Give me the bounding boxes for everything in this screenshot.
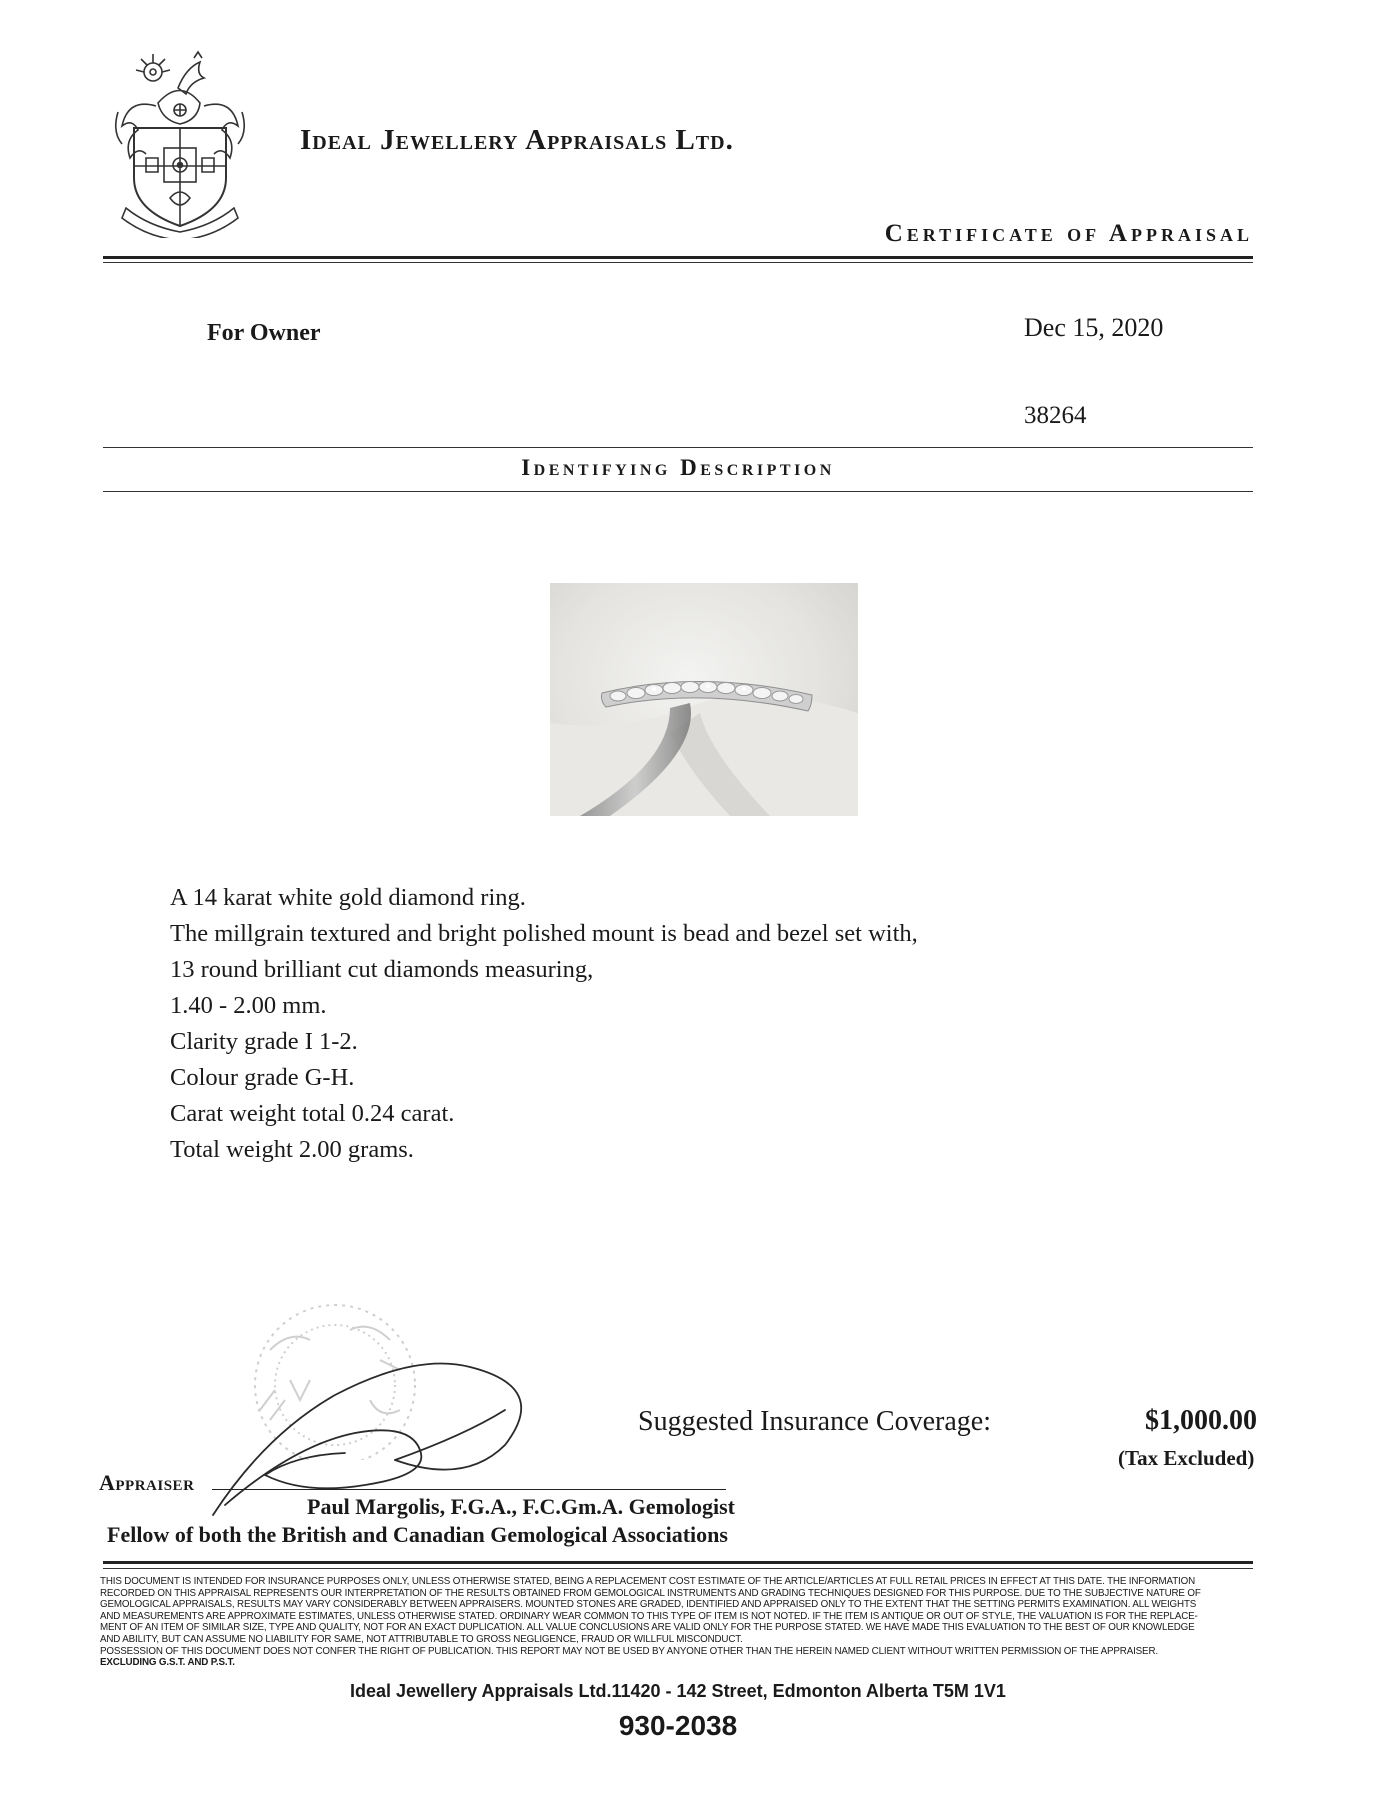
company-phone: 930-2038 bbox=[618, 1710, 738, 1741]
description-line: A 14 karat white gold diamond ring. bbox=[170, 884, 526, 911]
document-title: Certificate of Appraisal bbox=[884, 220, 1253, 247]
description-line: The millgrain textured and bright polished mount is bead and bezel set with, bbox=[170, 920, 918, 947]
disclaimer-line: POSSESSION OF THIS DOCUMENT DOES NOT CONFER THE RIGHT OF PUBLICATION. THIS REPORT MAY NOT BE USED BY ANYONE OTHER THAN THE HEREIN NAMED CLIENT WITHOUT WRITTEN PERMISSION OF THE APPRAISER. bbox=[100, 1645, 1158, 1657]
signature-line bbox=[212, 1489, 726, 1490]
disclaimer-line: GEMOLOGICAL APPRAISALS, RESULTS MAY VARY CONSIDERABLY BETWEEN APPRAISERS. MOUNTED STONES ARE GRADED, IDENTIFIED AND APPRAISED ONLY TO THE EXTENT THAT THE SETTING PERMITS EXAMINATION. ALL WEIGHTS bbox=[100, 1599, 1197, 1611]
description-line: Colour grade G-H. bbox=[170, 1064, 355, 1091]
description-line: Clarity grade I 1-2. bbox=[170, 1028, 358, 1055]
legal-disclaimer bbox=[100, 1576, 1250, 1669]
footer-divider bbox=[103, 1561, 1253, 1564]
footer-divider-thin bbox=[103, 1568, 1253, 1569]
appraiser-fellowship: Fellow of both the British and Canadian Gemological Associations bbox=[107, 1522, 728, 1547]
recipient-label: For Owner bbox=[207, 320, 321, 346]
appraiser-label: Appraiser bbox=[99, 1470, 195, 1495]
company-address: Ideal Jewellery Appraisals Ltd.11420 - 142 Street, Edmonton Alberta T5M 1V1 bbox=[350, 1681, 1006, 1701]
item-description bbox=[170, 880, 918, 1168]
disclaimer-line: RECORDED ON THIS APPRAISAL REPRESENTS OUR INTERPRETATION OF THE RESULTS OBTAINED FROM GEMOLOGICAL INSTRUMENTS AND GRADING TECHNIQUES DESIGNED FOR THIS PURPOSE. DUE TO THE SUBJECTIVE NATURE OF bbox=[100, 1587, 1201, 1599]
company-name: Ideal Jewellery Appraisals Ltd. bbox=[300, 124, 734, 156]
description-line: 1.40 - 2.00 mm. bbox=[170, 992, 327, 1019]
header-divider bbox=[103, 256, 1253, 259]
coat-of-arms-logo bbox=[108, 48, 258, 238]
section-divider-bottom bbox=[103, 491, 1253, 492]
section-title: Identifying Description bbox=[521, 455, 835, 480]
section-divider-top bbox=[103, 447, 1253, 448]
description-line: Carat weight total 0.24 carat. bbox=[170, 1100, 455, 1127]
disclaimer-line: AND ABILITY, BUT CAN ASSUME NO LIABILITY FOR SAME, NOT ATTRIBUTABLE TO GROSS NEGLIGENCE, FRAUD OR WILLFUL MISCONDUCT. bbox=[100, 1633, 743, 1645]
description-line: Total weight 2.00 grams. bbox=[170, 1136, 414, 1163]
diamond-ring-image bbox=[550, 583, 858, 816]
header-divider-thin bbox=[103, 262, 1253, 263]
disclaimer-line: AND MEASUREMENTS ARE APPROXIMATE ESTIMATES, UNLESS OTHERWISE STATED. ORDINARY WEAR COMMON TO THIS TYPE OF ITEM IS NOT NOTED. IF THE ITEM IS ANTIQUE OR OUT OF STYLE, THE VALUATION IS FOR THE REPLACE- bbox=[100, 1610, 1198, 1622]
certificate-number: 38264 bbox=[1024, 402, 1087, 429]
ring-photo bbox=[550, 583, 858, 816]
description-line: 13 round brilliant cut diamonds measuring, bbox=[170, 956, 594, 983]
disclaimer-line: MENT OF AN ITEM OF SIMILAR SIZE, TYPE AND QUALITY, NOT FOR AN EXACT DUPLICATION. ALL VALUE CONCLUSIONS ARE VALID ONLY FOR THE PURPOSE STATED. WE HAVE MADE THIS EVALUATION TO THE BEST OF OUR KNOWLEDGE bbox=[100, 1622, 1195, 1634]
appraisal-date: Dec 15, 2020 bbox=[1024, 313, 1164, 342]
appraiser-name: Paul Margolis, F.G.A., F.C.Gm.A. Gemologist bbox=[307, 1494, 735, 1519]
insurance-amount: $1,000.00 bbox=[1145, 1405, 1257, 1436]
tax-note: (Tax Excluded) bbox=[1118, 1446, 1255, 1470]
insurance-label: Suggested Insurance Coverage: bbox=[638, 1406, 991, 1437]
disclaimer-tax-line: EXCLUDING G.S.T. AND P.S.T. bbox=[100, 1657, 235, 1669]
disclaimer-line: THIS DOCUMENT IS INTENDED FOR INSURANCE PURPOSES ONLY, UNLESS OTHERWISE STATED, BEING A REPLACEMENT COST ESTIMATE OF THE ARTICLE/ARTICLES AT FULL RETAIL PRICES IN EFFECT AT THIS DATE. THE INFORMATION bbox=[100, 1576, 1195, 1587]
